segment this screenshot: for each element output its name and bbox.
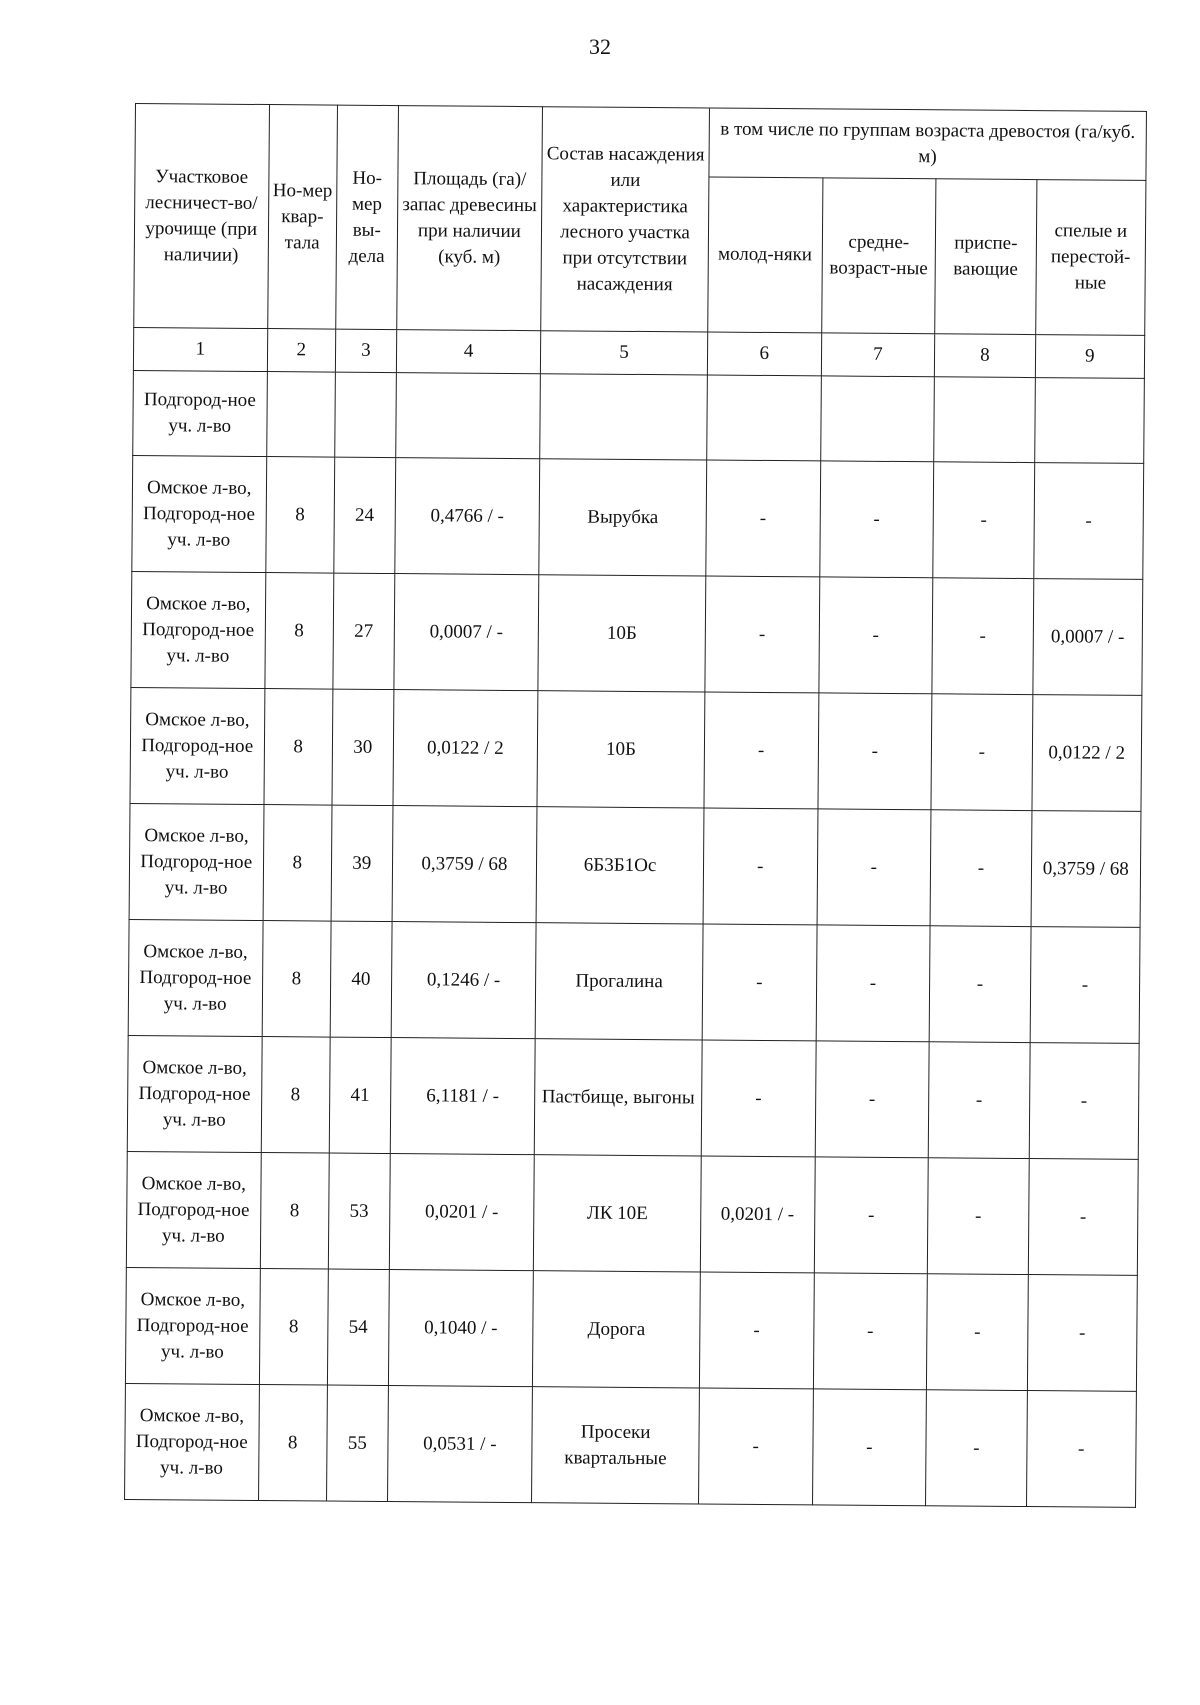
empty-cell — [707, 375, 821, 461]
cell-mature: - — [1033, 463, 1143, 580]
cell-middle: - — [817, 809, 932, 926]
cell-premature: - — [929, 926, 1030, 1043]
header-mature: спелые и перестой-ные — [1035, 180, 1146, 336]
header-allotment: Но-мер вы-дела — [336, 105, 398, 329]
cell-young: - — [698, 1388, 813, 1505]
cell-mature: - — [1027, 1275, 1137, 1392]
cell-forestry: Омское л-во, Подгород-ное уч. л-во — [129, 803, 263, 920]
cell-composition: ЛК 10Е — [534, 1155, 702, 1272]
cell-area: 0,1246 / - — [391, 922, 536, 1039]
cell-mature: 0,3759 / 68 — [1031, 811, 1141, 928]
cell-composition: Пастбище, выгоны — [534, 1039, 702, 1156]
cell-quarter: 8 — [260, 1153, 329, 1270]
table-row — [130, 687, 1142, 811]
header-premature: приспе-вающие — [935, 179, 1037, 335]
cell-premature: - — [930, 810, 1031, 927]
column-number: 9 — [1035, 335, 1145, 379]
cell-allotment: 53 — [328, 1153, 390, 1269]
cell-young: 0,0201 / - — [700, 1156, 815, 1273]
cell-mature: 0,0007 / - — [1033, 579, 1143, 696]
cell-forestry: Омское л-во, Подгород-ное уч. л-во — [130, 687, 264, 804]
cell-young: - — [702, 924, 817, 1041]
cell-composition: Прогалина — [535, 923, 703, 1040]
cell-composition: 10Б — [538, 575, 706, 692]
cell-allotment: 39 — [331, 805, 393, 921]
cell-quarter: 8 — [259, 1269, 328, 1386]
cell-composition: Просеки квартальные — [532, 1387, 700, 1504]
cell-area: 0,3759 / 68 — [392, 806, 537, 923]
table-row — [127, 1035, 1139, 1159]
page-number: 32 — [589, 34, 611, 59]
column-number: 6 — [707, 332, 821, 376]
header-quarter: Но-мер квар-тала — [267, 105, 337, 330]
empty-cell — [540, 374, 707, 460]
cell-young: - — [704, 692, 819, 809]
cell-composition: Вырубка — [539, 459, 707, 576]
cell-premature: - — [928, 1042, 1029, 1159]
group-row — [133, 370, 1145, 463]
empty-cell — [934, 377, 1035, 463]
cell-quarter: 8 — [263, 805, 332, 922]
table-row — [125, 1383, 1137, 1507]
column-number: 7 — [821, 333, 935, 377]
cell-premature: - — [926, 1390, 1027, 1507]
table-row — [132, 455, 1144, 579]
column-number: 3 — [335, 329, 396, 372]
cell-quarter: 8 — [265, 457, 334, 574]
cell-young: - — [699, 1272, 814, 1389]
header-row — [135, 104, 1147, 181]
column-number: 1 — [133, 327, 267, 371]
cell-premature: - — [927, 1274, 1028, 1391]
cell-middle: - — [815, 1041, 930, 1158]
cell-allotment: 41 — [329, 1037, 391, 1153]
cell-young: - — [706, 460, 821, 577]
cell-area: 0,0007 / - — [394, 574, 539, 691]
header-middle: средне-возраст-ные — [821, 178, 936, 334]
table-row — [129, 803, 1141, 927]
group-name: Подгород-ное уч. л-во — [133, 370, 267, 456]
cell-mature: - — [1026, 1391, 1136, 1508]
cell-quarter: 8 — [264, 573, 333, 690]
cell-quarter: 8 — [262, 921, 331, 1038]
header-young: молод-няки — [708, 177, 823, 333]
cell-mature: 0,0122 / 2 — [1032, 695, 1142, 812]
cell-forestry: Омское л-во, Подгород-ное уч. л-во — [125, 1383, 259, 1500]
cell-allotment: 24 — [334, 457, 396, 573]
cell-premature: - — [928, 1158, 1029, 1275]
column-number: 8 — [935, 334, 1036, 378]
header-age-groups: в том числе по группам возраста древостоя (га/куб. м) — [709, 108, 1147, 180]
cell-allotment: 40 — [330, 921, 392, 1037]
table-row — [128, 919, 1140, 1043]
cell-young: - — [701, 1040, 816, 1157]
cell-middle: - — [816, 925, 931, 1042]
cell-middle: - — [818, 577, 933, 694]
cell-premature: - — [932, 578, 1033, 695]
header-forestry: Участковое лесничест-во/урочище (при наличии) — [134, 104, 269, 329]
cell-quarter: 8 — [264, 689, 333, 806]
cell-allotment: 27 — [333, 573, 395, 689]
cell-forestry: Омское л-во, Подгород-ное уч. л-во — [132, 455, 266, 572]
cell-composition: 10Б — [537, 691, 705, 808]
cell-area: 0,1040 / - — [388, 1270, 533, 1387]
cell-mature: - — [1028, 1159, 1138, 1276]
cell-area: 0,4766 / - — [394, 458, 539, 575]
cell-area: 0,0531 / - — [387, 1386, 532, 1503]
cell-forestry: Омское л-во, Подгород-ное уч. л-во — [126, 1151, 260, 1268]
cell-premature: - — [933, 462, 1034, 579]
cell-middle: - — [818, 693, 933, 810]
cell-forestry: Омское л-во, Подгород-ное уч. л-во — [128, 919, 262, 1036]
cell-composition: Дорога — [533, 1271, 701, 1388]
column-number: 5 — [541, 331, 708, 375]
table-row — [125, 1267, 1137, 1391]
cell-area: 0,0201 / - — [389, 1154, 534, 1271]
table-row — [131, 571, 1143, 695]
empty-cell — [820, 376, 934, 462]
cell-area: 0,0122 / 2 — [393, 690, 538, 807]
header-composition: Состав насаждения или характеристика лесного участка при отсутствии насаждения — [541, 107, 709, 332]
cell-middle: - — [814, 1157, 929, 1274]
empty-cell — [1034, 378, 1144, 464]
cell-middle: - — [819, 461, 934, 578]
cell-quarter: 8 — [258, 1385, 327, 1502]
cell-forestry: Омское л-во, Подгород-ное уч. л-во — [131, 571, 265, 688]
empty-cell — [266, 372, 335, 458]
cell-young: - — [703, 808, 818, 925]
empty-cell — [335, 372, 396, 457]
empty-cell — [395, 373, 540, 459]
cell-allotment: 54 — [327, 1269, 389, 1385]
cell-quarter: 8 — [261, 1037, 330, 1154]
cell-young: - — [705, 576, 820, 693]
cell-composition: 6Б3Б1Ос — [536, 807, 704, 924]
column-number: 2 — [267, 329, 336, 373]
table-row — [126, 1151, 1138, 1275]
cell-forestry: Омское л-во, Подгород-ное уч. л-во — [125, 1267, 259, 1384]
cell-middle: - — [813, 1273, 928, 1390]
cell-forestry: Омское л-во, Подгород-ное уч. л-во — [127, 1035, 261, 1152]
cell-mature: - — [1029, 1043, 1139, 1160]
cell-mature: - — [1030, 927, 1140, 1044]
cell-allotment: 55 — [326, 1385, 388, 1501]
cell-middle: - — [812, 1389, 927, 1506]
cell-premature: - — [931, 694, 1032, 811]
forest-plots-table — [124, 103, 1147, 1508]
column-number: 4 — [396, 330, 541, 374]
cell-area: 6,1181 / - — [390, 1038, 535, 1155]
cell-allotment: 30 — [332, 689, 394, 805]
header-area: Площадь (га)/запас древесины при наличии (куб. м) — [396, 106, 542, 331]
